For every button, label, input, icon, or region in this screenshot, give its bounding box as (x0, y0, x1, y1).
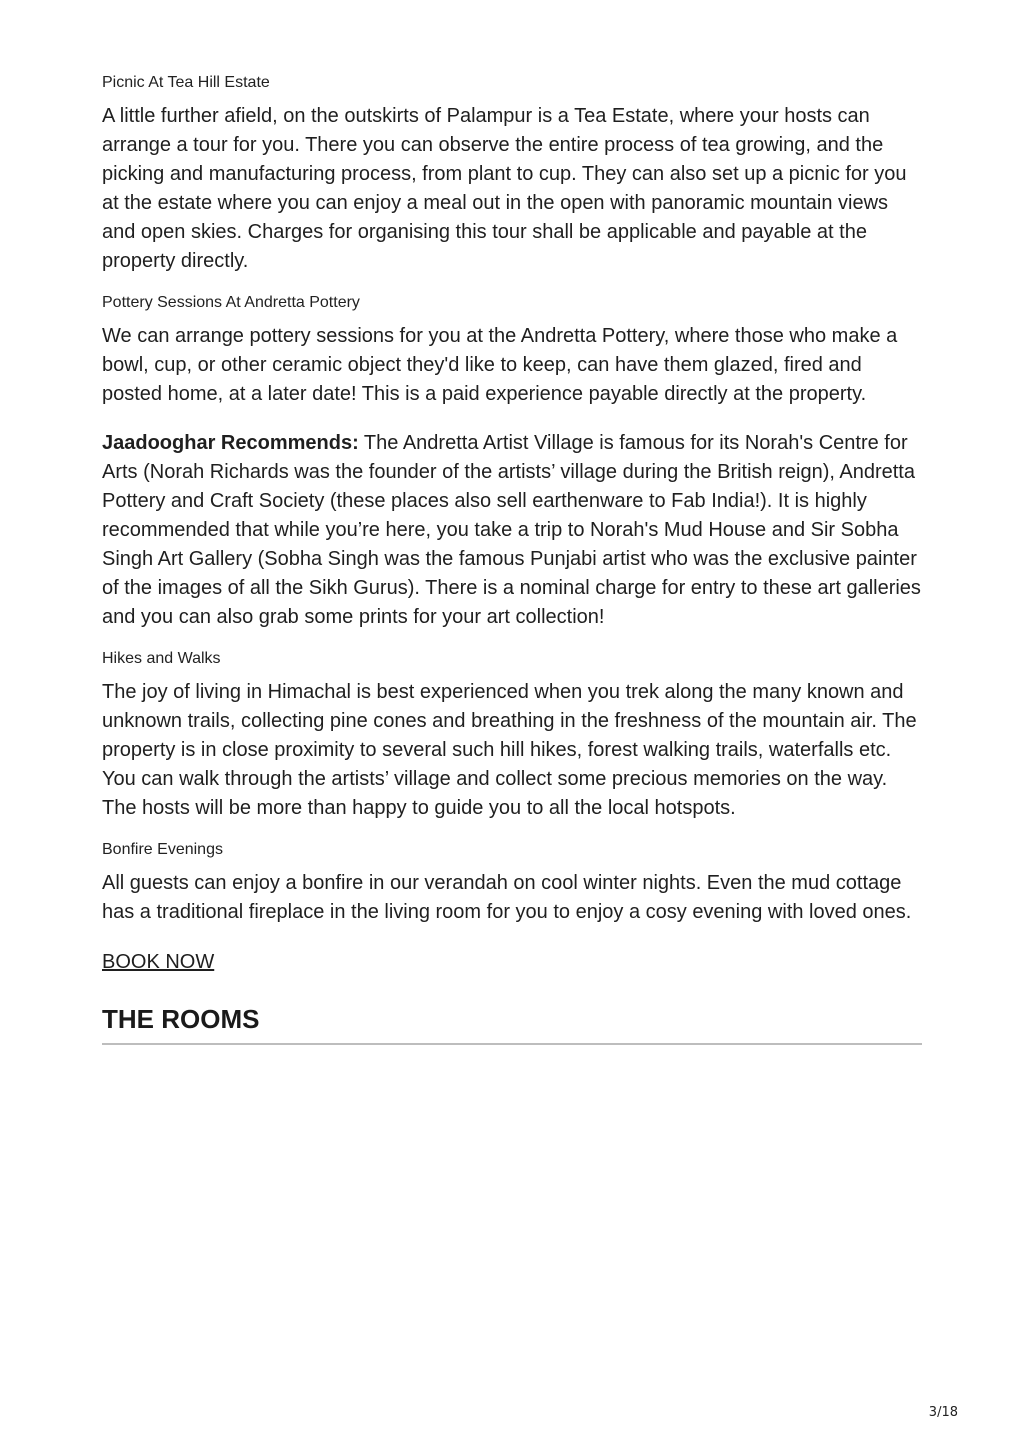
section-pottery (102, 292, 924, 409)
recommendation-text: The Andretta Artist Village is famous for its Norah's Centre for Arts (Norah Richards was the founder of the artists’ village during the British reign), Andretta Pottery and Craft Society (these places also sell earthenware to Fab India!). It is highly recommended that while you’re here, you take a trip to Norah's Mud House and Sir Sobha Singh Art Gallery (Sobha Singh was the famous Punjabi artist who was the exclusive painter of the images of all the Sikh Gurus). There is a nominal charge for entry to these art galleries and you can also grab some prints for your art collection! (102, 432, 921, 628)
section-hikes (102, 648, 924, 823)
section-heading: Bonfire Evenings (102, 841, 223, 858)
section-picnic (102, 72, 924, 276)
rooms-heading: THE ROOMS (102, 1004, 260, 1034)
section-heading: Pottery Sessions At Andretta Pottery (102, 294, 360, 311)
recommendation-paragraph (102, 429, 924, 632)
section-body: All guests can enjoy a bonfire in our verandah on cool winter nights. Even the mud cottage has a traditional fireplace in the living room for you to enjoy a cosy evening with loved ones. (102, 872, 912, 923)
section-body: A little further afield, on the outskirts of Palampur is a Tea Estate, where your hosts can arrange a tour for you. There you can observe the entire process of tea growing, and the picking and manufacturing process, from plant to cup. They can also set up a picnic for you at the estate where you can enjoy a meal out in the open with panoramic mountain views and open skies. Charges for organising this tour shall be applicable and payable at the property directly. (102, 105, 907, 272)
rooms-divider (102, 1043, 922, 1045)
page-content (102, 72, 924, 1045)
section-body: We can arrange pottery sessions for you at the Andretta Pottery, where those who make a bowl, cup, or other ceramic object they'd like to keep, can have them glazed, fired and posted home, at a later date! This is a paid experience payable directly at the property. (102, 325, 898, 405)
section-bonfire (102, 839, 924, 927)
book-now-link[interactable]: BOOK NOW (102, 951, 215, 973)
section-heading: Picnic At Tea Hill Estate (102, 74, 270, 91)
section-body: The joy of living in Himachal is best experienced when you trek along the many known and unknown trails, collecting pine cones and breathing in the freshness of the mountain air. The property is in close proximity to several such hill hikes, forest walking trails, waterfalls etc. You can walk through the artists’ village and collect some precious memories on the way. The hosts will be more than happy to guide you to all the local hotspots. (102, 681, 917, 819)
page-number: 3/18 (928, 1405, 958, 1420)
recommendation-label: Jaadooghar Recommends: (102, 432, 359, 454)
section-heading: Hikes and Walks (102, 650, 221, 667)
